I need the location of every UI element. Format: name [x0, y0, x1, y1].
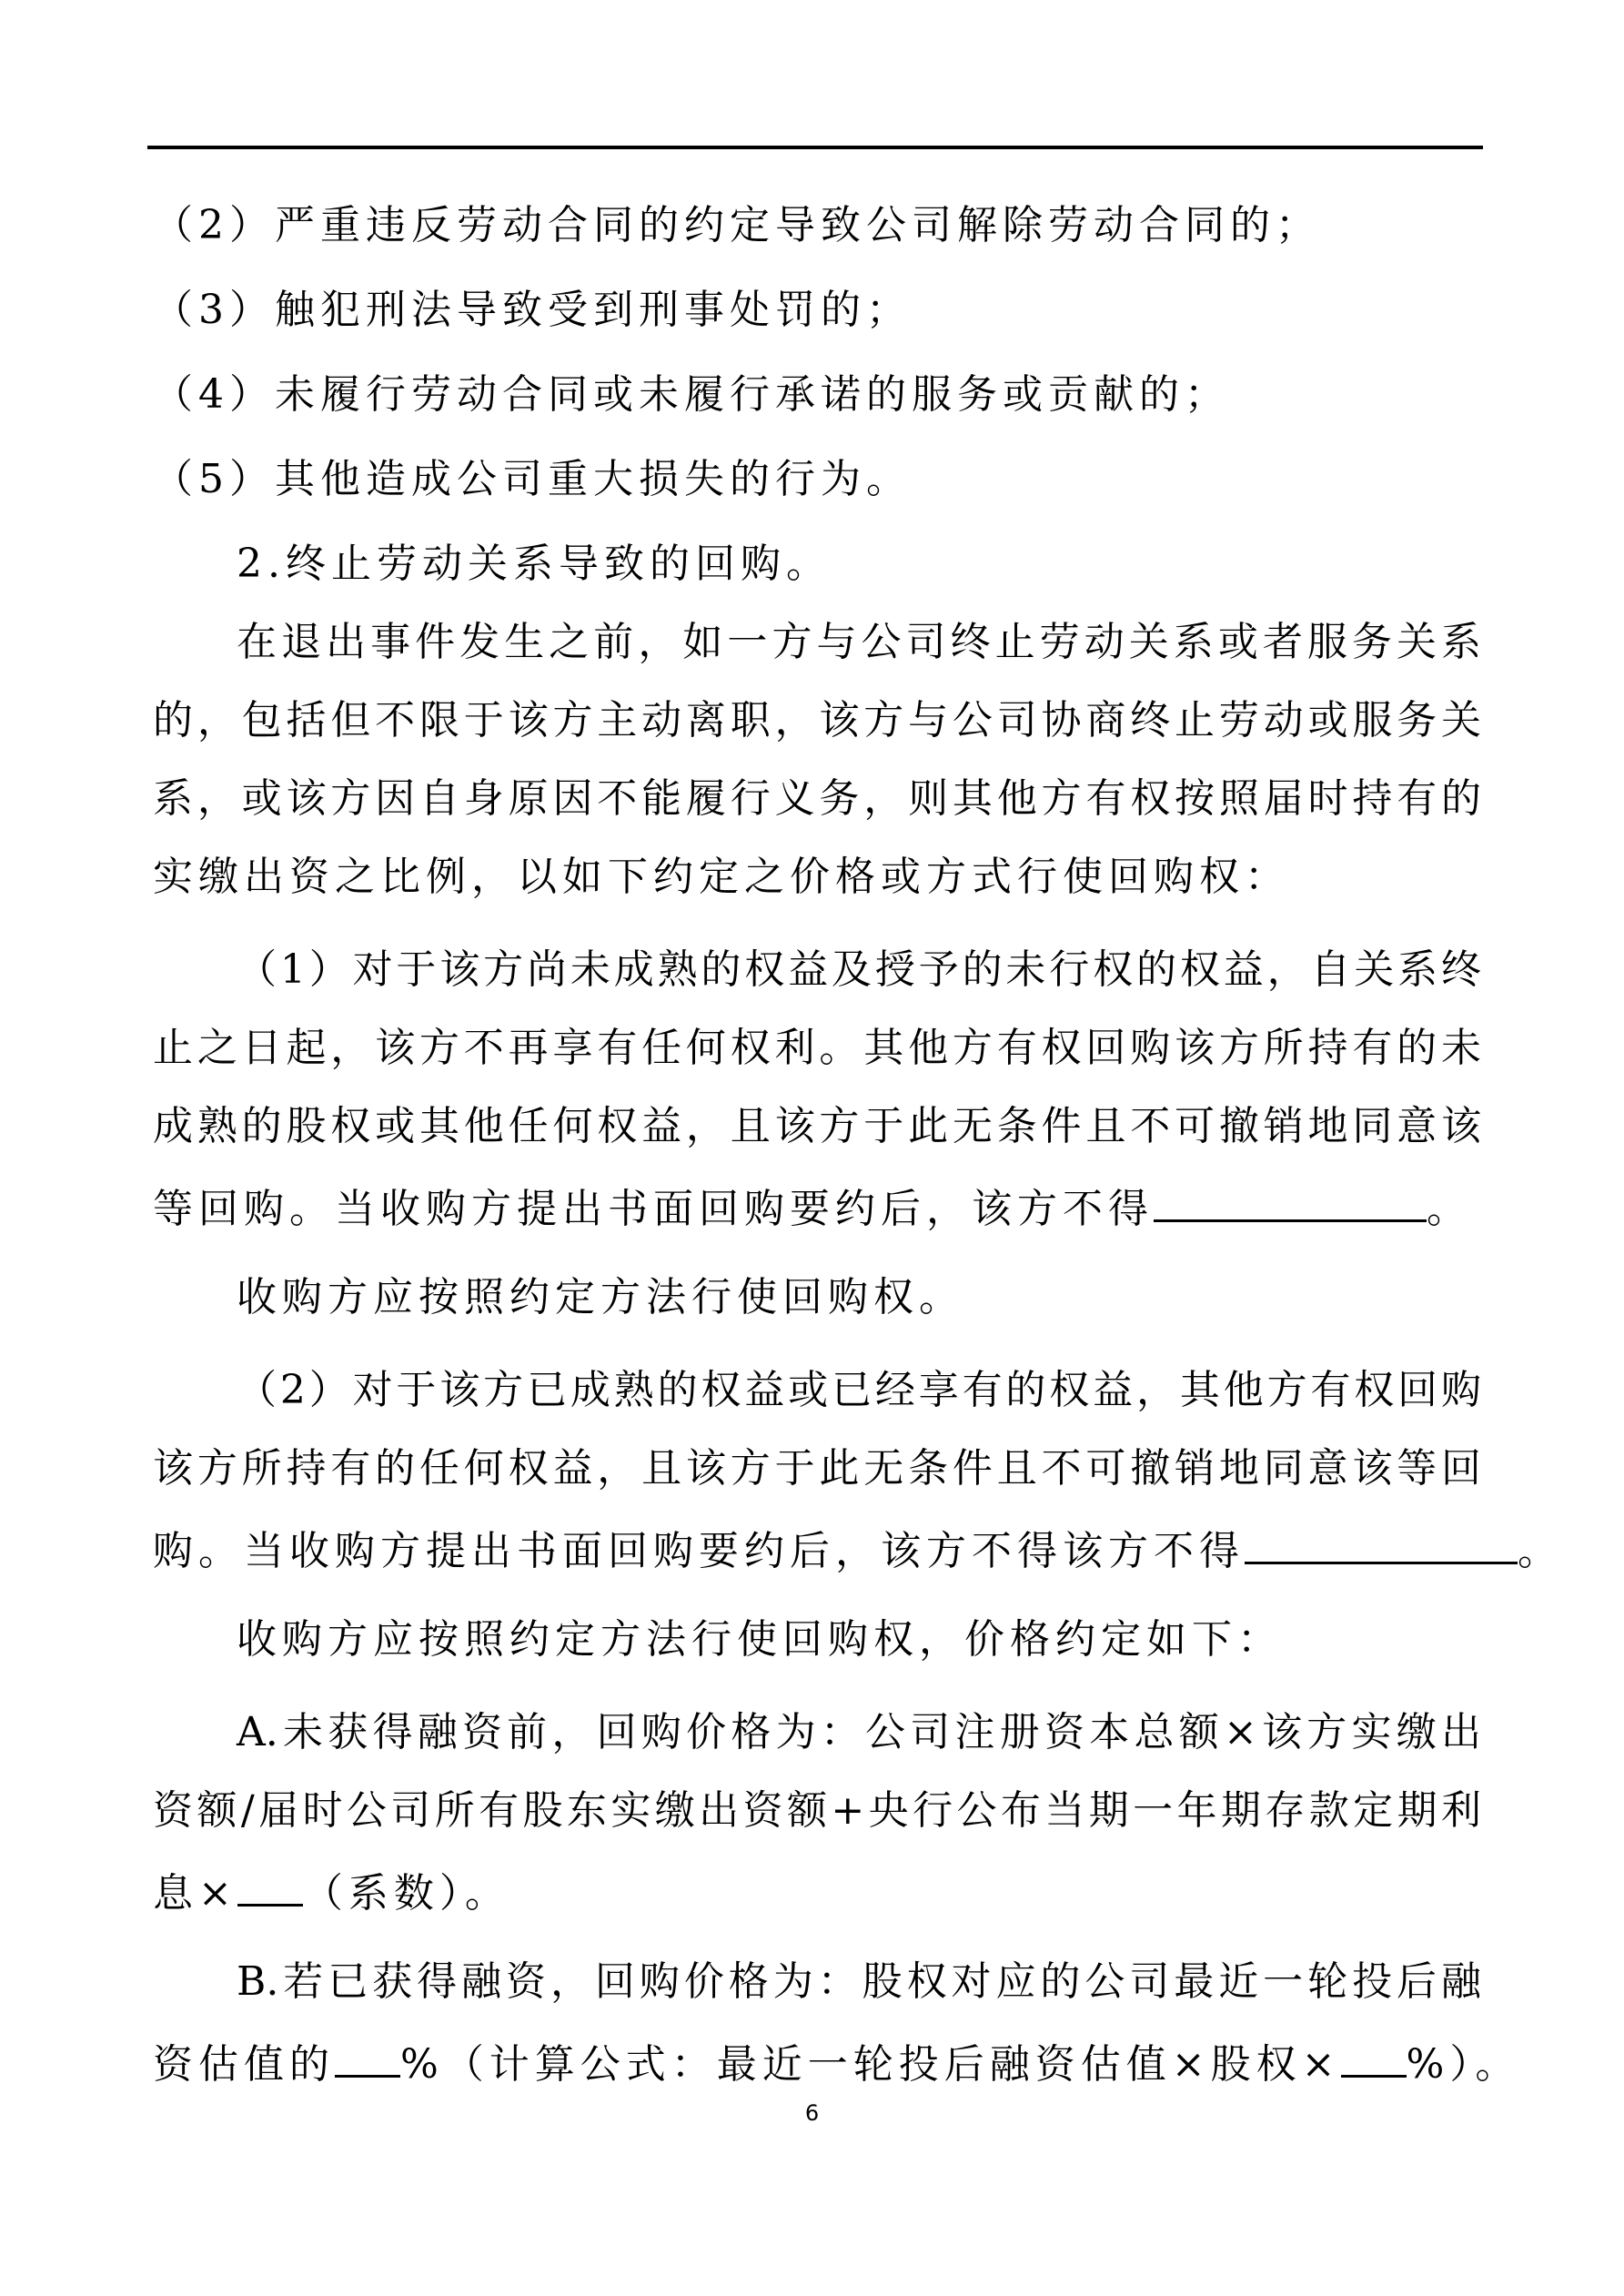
header-rule — [147, 146, 1483, 149]
clause-line: 止之日起，该方不再享有任何权利。其他方有权回购该方所持有的未 — [153, 1025, 1481, 1071]
option-text: %（计算公式：最近一轮投后融资估值×股权× — [400, 2041, 1341, 2088]
paragraph-line: 的，包括但不限于该方主动离职，该方与公司协商终止劳动或服务关 — [153, 697, 1481, 743]
fill-in-blank — [237, 1864, 303, 1907]
clause-text: 等回购。当收购方提出书面回购要约后，该方不得 — [153, 1186, 1154, 1232]
list-item-2: （2）严重违反劳动合同的约定导致公司解除劳动合同的； — [153, 202, 1321, 248]
option-text: （系数）。 — [302, 1870, 510, 1917]
list-item-4: （4）未履行劳动合同或未履行承诺的服务或贡献的； — [153, 371, 1230, 418]
fill-in-blank — [1154, 1179, 1427, 1222]
clause-line — [153, 1522, 1563, 1577]
clause-text: 购。当收购方提出书面回购要约后，该方不得该方不得 — [153, 1528, 1245, 1574]
clause-line: （2）对于该方已成熟的权益或已经享有的权益，其他方有权回购 — [237, 1367, 1481, 1413]
fill-in-blank — [1341, 2035, 1407, 2078]
option-line — [153, 2035, 1520, 2090]
fill-in-blank — [335, 2035, 400, 2078]
fill-in-blank — [1245, 1522, 1518, 1564]
list-item-3: （3）触犯刑法导致受到刑事处罚的； — [153, 287, 912, 333]
section-heading: 2.终止劳动关系导致的回购。 — [237, 541, 832, 587]
clause-line: 该方所持有的任何权益，且该方于此无条件且不可撤销地同意该等回 — [153, 1445, 1481, 1492]
paragraph-line: 系，或该方因自身原因不能履行义务，则其他方有权按照届时持有的 — [153, 775, 1481, 822]
option-text: %）。 — [1406, 2041, 1521, 2088]
clause-line: （1）对于该方尚未成熟的权益及授予的未行权的权益，自关系终 — [237, 946, 1481, 993]
paragraph-line: 实缴出资之比例，以如下约定之价格或方式行使回购权： — [153, 854, 1290, 900]
paragraph-line: 在退出事件发生之前，如一方与公司终止劳动关系或者服务关系 — [237, 619, 1481, 665]
clause-line — [153, 1179, 1472, 1235]
note-line: 收购方应按照约定方法行使回购权。 — [237, 1274, 964, 1320]
option-line: 资额/届时公司所有股东实缴出资额+央行公布当期一年期存款定期利 — [153, 1787, 1481, 1834]
clause-line: 成熟的股权或其他任何权益，且该方于此无条件且不可撤销地同意该 — [153, 1103, 1481, 1149]
option-line: A.未获得融资前，回购价格为：公司注册资本总额×该方实缴出 — [237, 1709, 1481, 1755]
option-text: 资估值的 — [153, 2041, 335, 2088]
page-number: 6 — [804, 2100, 820, 2126]
note-line: 收购方应按照约定方法行使回购权，价格约定如下： — [237, 1616, 1283, 1663]
option-line — [153, 1864, 510, 1919]
clause-end: 。 — [1427, 1186, 1472, 1232]
list-item-5: （5）其他造成公司重大损失的行为。 — [153, 456, 912, 502]
clause-end: 。 — [1518, 1528, 1563, 1574]
option-text: 息× — [153, 1870, 237, 1917]
option-line: B.若已获得融资，回购价格为：股权对应的公司最近一轮投后融 — [237, 1958, 1481, 2005]
